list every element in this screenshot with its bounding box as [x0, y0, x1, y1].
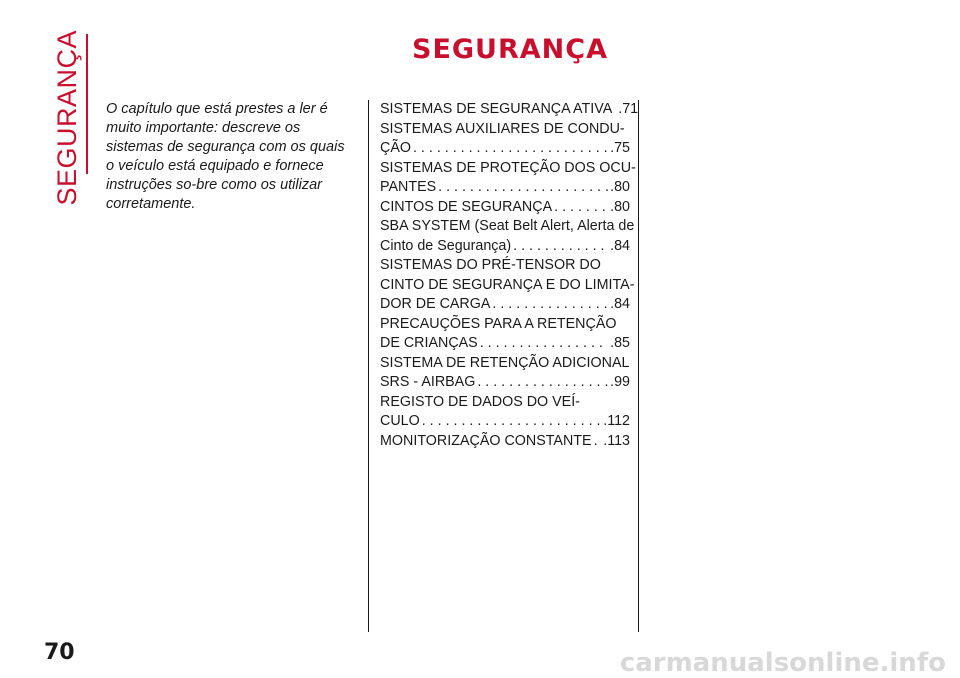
toc-entry[interactable]	[380, 256, 630, 276]
toc-entry-text: MONITORIZAÇÃO CONSTANTE	[380, 432, 592, 449]
toc-entry-text: SBA SYSTEM (Seat Belt Alert, Alerta de	[380, 218, 635, 234]
column-divider-right	[638, 100, 639, 632]
toc-entry-text: ÇÃO	[380, 140, 411, 156]
toc-leader-dots	[513, 237, 608, 257]
toc-entry[interactable]	[380, 178, 630, 198]
toc-entry-page: .99	[610, 374, 630, 390]
toc-leader-dots	[554, 198, 608, 218]
intro-paragraph: O capítulo que está prestes a ler é muito importante: descreve os sistemas de segurança com os quais o veículo está equipado e fornece instruções so-bre como os utilizar corretamente.	[106, 101, 345, 212]
page-number: 70	[44, 640, 75, 665]
toc-entry-text: Cinto de Segurança)	[380, 237, 512, 254]
toc-entry-text: SISTEMAS AUXILIARES DE CONDU-	[380, 120, 625, 137]
toc-entry-page: .71	[618, 101, 639, 117]
toc-entry-page: .113	[603, 432, 630, 449]
table-of-contents	[380, 100, 639, 451]
toc-entry[interactable]	[380, 100, 639, 120]
toc-entry-page: .80	[610, 198, 630, 215]
toc-leader-dots	[480, 334, 608, 354]
toc-entry-text: PANTES	[380, 179, 437, 195]
toc-entry-text: CINTOS DE SEGURANÇA	[380, 198, 553, 215]
toc-entry-text: REGISTO DE DADOS DO VEÍ-	[380, 393, 580, 410]
toc-entry[interactable]	[380, 198, 630, 218]
toc-entry-text: SISTEMAS DE SEGURANÇA ATIVA	[380, 101, 613, 117]
toc-entry-text: SRS - AIRBAG	[380, 374, 476, 390]
toc-entry[interactable]	[380, 412, 630, 432]
toc-entry-page: .112	[603, 413, 630, 429]
toc-entry-text: SISTEMAS DO PRÉ-TENSOR DO	[380, 257, 601, 273]
watermark: carmanualsonline.info	[619, 648, 946, 678]
toc-entry-page: .84	[610, 237, 630, 254]
toc-entry[interactable]	[380, 295, 630, 315]
toc-leader-dots	[413, 139, 608, 159]
toc-entry[interactable]	[380, 139, 630, 159]
toc-entry[interactable]	[380, 120, 630, 140]
toc-entry-text: CULO	[380, 413, 420, 429]
toc-entry[interactable]	[380, 432, 630, 452]
toc-entry[interactable]	[380, 159, 636, 179]
side-section-tab	[48, 30, 86, 206]
toc-leader-dots	[594, 432, 602, 452]
toc-entry[interactable]	[380, 276, 635, 296]
toc-entry-text: DOR DE CARGA	[380, 296, 491, 312]
toc-entry-text: PRECAUÇÕES PARA A RETENÇÃO	[380, 315, 617, 332]
toc-entry-page: .80	[610, 179, 630, 195]
toc-leader-dots	[438, 178, 608, 198]
toc-entry-text: DE CRIANÇAS	[380, 335, 478, 351]
toc-leader-dots	[477, 373, 608, 393]
column-divider-left	[368, 100, 369, 632]
toc-entry-text: CINTO DE SEGURANÇA E DO LIMITA-	[380, 276, 635, 293]
toc-entry-text: SISTEMA DE RETENÇÃO ADICIONAL	[380, 354, 630, 371]
side-accent-line	[86, 34, 88, 174]
toc-entry[interactable]	[380, 315, 630, 335]
toc-entry-text: SISTEMAS DE PROTEÇÃO DOS OCU-	[380, 159, 636, 176]
toc-entry-page: .85	[610, 335, 630, 351]
toc-leader-dots	[492, 295, 608, 315]
toc-entry[interactable]	[380, 217, 635, 237]
toc-entry[interactable]	[380, 354, 630, 374]
page-title: SEGURANÇA	[412, 34, 608, 65]
toc-leader-dots	[422, 412, 602, 432]
toc-entry[interactable]	[380, 237, 630, 257]
side-section-label: SEGURANÇA	[51, 30, 82, 206]
toc-entry-page: .84	[610, 296, 630, 312]
toc-entry[interactable]	[380, 393, 630, 413]
toc-entry[interactable]	[380, 373, 630, 393]
toc-entry[interactable]	[380, 334, 630, 354]
toc-entry-page: .75	[610, 140, 630, 156]
